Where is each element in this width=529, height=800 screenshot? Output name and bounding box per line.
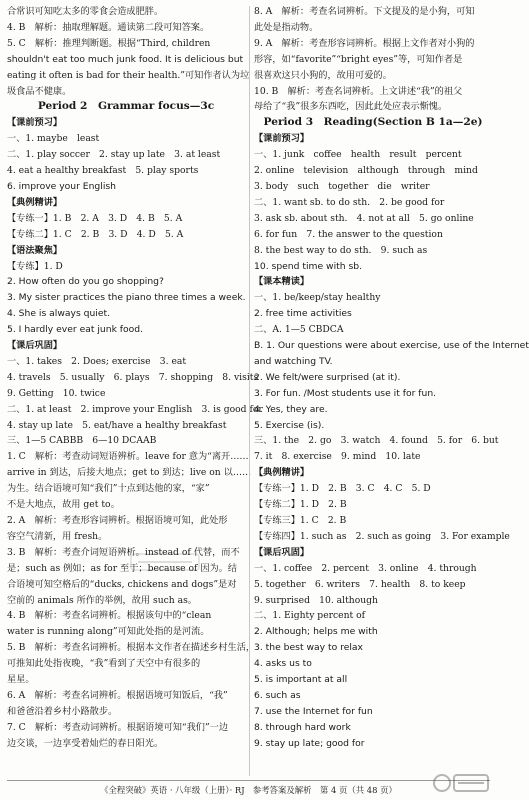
left-column-line: 【课后巩固】 bbox=[7, 340, 63, 352]
left-column-line: 【专练一】1. B 2. A 3. D 4. B 5. A bbox=[7, 212, 183, 224]
right-column-line: 【专练四】1. such as 2. such as going 3. For example bbox=[254, 530, 510, 542]
left-column-line: 5. I hardly ever eat junk food. bbox=[7, 324, 144, 336]
right-column-line: 3. ask sb. about sth. 4. not at all 5. go online bbox=[254, 212, 474, 224]
right-column-line: 三、1. the 2. go 3. watch 4. found 5. for 6. but bbox=[254, 435, 499, 447]
right-column-line: 一、1. coffee 2. percent 3. online 4. through bbox=[254, 562, 477, 574]
left-column-line: eating it often is bad for their health.”可知作者认为垃 bbox=[7, 69, 250, 81]
right-column-line: 2. Although; helps me with bbox=[254, 626, 378, 638]
left-column-line: 【典例精讲】 bbox=[7, 196, 63, 208]
page-footer bbox=[7, 780, 490, 799]
left-column-line: 4. travels 5. usually 6. plays 7. shopping 8. visits bbox=[7, 371, 259, 383]
left-column-line: 7. C 解析：考查动词辨析。根据语境可知“我们”一边 bbox=[7, 721, 229, 733]
left-column-line: 5. C 解析：推理判断题。根据“Third, children bbox=[7, 37, 211, 49]
left-column-line: 6. improve your English bbox=[7, 180, 116, 192]
right-column-line: 6. such as bbox=[254, 689, 301, 701]
faint-stamp-icon bbox=[130, 553, 200, 571]
left-column-line: shouldn't eat too much junk food. It is delicious but bbox=[7, 53, 244, 65]
right-column-line: 9. stay up late; good for bbox=[254, 737, 365, 749]
left-column-line: 2. How often do you go shopping? bbox=[7, 276, 164, 288]
right-column-line: Period 3 Reading(Section B 1a—2e) bbox=[263, 116, 483, 129]
left-column-line: 空前的 animals 所作的举例，故用 such as。 bbox=[7, 594, 197, 606]
right-column-line: 【典例精讲】 bbox=[254, 467, 310, 479]
left-column-line: 一、1. maybe least bbox=[7, 133, 100, 145]
mxqe-watermark-icon bbox=[432, 768, 492, 798]
left-column-line: 边交谈，一边享受着灿烂的春日阳光。 bbox=[7, 737, 164, 749]
left-column-line: 合常识可知吃太多的零食会造成肥胖。 bbox=[7, 6, 164, 17]
left-column-line: 可推知此处指夜晚，“我”看到了天空中有很多的 bbox=[7, 658, 201, 670]
left-column-line: 二、1. play soccer 2. stay up late 3. at least bbox=[7, 149, 221, 161]
right-column-line: 一、1. junk coffee health result percent bbox=[254, 149, 462, 161]
right-column-line: 3. the best way to relax bbox=[254, 642, 363, 654]
left-column-line: 5. B 解析：考查名词辨析。根据本文作者在描述乡村生活， bbox=[7, 642, 256, 654]
left-column bbox=[7, 4, 263, 752]
left-column-line: 合语境可知空格后的“ducks, chickens and dogs”是对 bbox=[7, 578, 237, 590]
right-column-line: 7. it 8. exercise 9. mind 10. late bbox=[254, 451, 421, 463]
right-column-line: 5. together 6. writers 7. health 8. to keep bbox=[254, 578, 466, 590]
footer-text: 《全程突破》英语 · 八年级（上册）· RJ 参考答案及解析 第 4 页（共 48 页） bbox=[100, 785, 397, 795]
right-column-line: 8. through hard work bbox=[254, 721, 351, 733]
right-column-line: 5. Exercise (is). bbox=[254, 419, 325, 431]
right-column-line: 8. A 解析：考查名词辨析。下文提及的是小狗，可知 bbox=[254, 6, 475, 17]
right-column-line: 3. For fun. /Most students use it for fun. bbox=[254, 387, 437, 399]
right-column-line: 【专练二】1. D 2. B bbox=[254, 499, 347, 511]
left-column-line: 6. A 解析：考查名词辨析。根据语境可知饭后，“我” bbox=[7, 689, 228, 701]
right-column-line: 2. online television although through mind bbox=[254, 165, 478, 177]
right-column-line: 此处是指动物。 bbox=[254, 21, 319, 33]
right-column-line: 3. body such together die writer bbox=[254, 180, 430, 192]
right-column-line: 二、1. Eighty percent of bbox=[254, 610, 366, 622]
left-column-line: 3. My sister practices the piano three times a week. bbox=[7, 292, 246, 304]
right-column-line: 9. A 解析：考查形容词辨析。根据上文作者对小狗的 bbox=[254, 37, 475, 49]
left-column-line: 1. C 解析：考查动词短语辨析。leave for 意为“离开…… bbox=[7, 451, 249, 463]
left-column-line: 【专练二】1. C 2. B 3. D 4. D 5. A bbox=[7, 228, 184, 240]
left-column-line: 4. B 解析：考查名词辨析。根据该句中的“clean bbox=[7, 610, 212, 622]
right-column-line: 4. asks us to bbox=[254, 658, 312, 670]
right-column-line: 8. the best way to do sth. 9. such as bbox=[254, 244, 428, 256]
right-column-line: 【专练三】1. C 2. B bbox=[254, 515, 347, 526]
left-column-line: water is running along”可知此处指的是河流。 bbox=[7, 626, 210, 638]
left-column-line: 【语法聚焦】 bbox=[7, 244, 63, 256]
left-column-line: 4. B 解析：抽取理解题。通读第二段可知答案。 bbox=[7, 21, 210, 33]
left-column-line: 圾食品不健康。 bbox=[7, 85, 72, 97]
left-column-line: 【课前预习】 bbox=[7, 117, 63, 129]
left-column-line: 星星。 bbox=[7, 674, 35, 686]
left-column-line: 不是大地点，故用 get to。 bbox=[7, 499, 120, 511]
left-column-line: 9. Getting 10. twice bbox=[7, 387, 106, 399]
right-column-line: 2. We felt/were surprised (at it). bbox=[254, 371, 401, 383]
left-column-line: 容空气清新，用 fresh。 bbox=[7, 530, 108, 542]
right-column-line: 二、A. 1—5 CBDCA bbox=[254, 324, 344, 336]
left-column-line: 和爸爸沿着乡村小路散步。 bbox=[7, 705, 118, 717]
right-column-line: and watching TV. bbox=[254, 355, 333, 367]
right-column-line: B. 1. Our questions were about exercise, use of the Internet bbox=[254, 340, 529, 352]
left-column-line: arrive in 到达，后接大地点；get to 到达；live on 以…… bbox=[7, 467, 252, 479]
right-column bbox=[254, 4, 529, 752]
right-column-line: 母给了“我”很多东西吃，因此此处应表示惭愧。 bbox=[254, 101, 448, 113]
right-column-line: 7. use the Internet for fun bbox=[254, 705, 373, 717]
right-column-line: 4. Yes, they are. bbox=[254, 403, 328, 415]
right-column-line: 很喜欢这只小狗的，故用可爱的。 bbox=[254, 69, 392, 81]
left-column-line: Period 2 Grammar focus—3c bbox=[37, 100, 215, 113]
right-column-line: 2. free time activities bbox=[254, 308, 352, 320]
right-column-line: 【课前预习】 bbox=[254, 133, 310, 145]
left-column-line: 4. She is always quiet. bbox=[7, 308, 111, 320]
right-column-line: 【专练一】1. D 2. B 3. C 4. C 5. D bbox=[254, 483, 431, 495]
left-column-line: 2. A 解析：考查形容词辨析。根据语境可知，此处形 bbox=[7, 515, 228, 526]
left-column-line: 二、1. at least 2. improve your English 3. is good for bbox=[7, 403, 263, 415]
left-column-line: 三、1—5 CABBB 6—10 DCAAB bbox=[7, 435, 157, 447]
right-column-line: 6. for fun 7. the answer to the question bbox=[254, 228, 443, 240]
left-column-line: 3. B 解析：考查介词短语辨析。instead of 代替，而不 bbox=[7, 546, 240, 558]
left-column-line: 4. stay up late 5. eat/have a healthy breakfast bbox=[7, 419, 227, 431]
right-column-line: 二、1. want sb. to do sth. 2. be good for bbox=[254, 196, 445, 208]
left-column-line: 为生。结合语境可知“我们”十点到达他的家，“家” bbox=[7, 483, 210, 495]
right-column-line: 【课本精读】 bbox=[254, 276, 310, 288]
right-column-line: 10. B 解析：考查名词辨析。上文讲述“我”的祖父 bbox=[254, 85, 463, 97]
right-column-line: 【课后巩固】 bbox=[254, 546, 310, 558]
left-column-line: 是；such as 例如；as for 至于；because of 因为。结 bbox=[7, 562, 238, 574]
right-column-line: 10. spend time with sb. bbox=[254, 260, 363, 272]
left-column-line: 一、1. takes 2. Does; exercise 3. eat bbox=[7, 355, 187, 367]
left-column-line: 4. eat a healthy breakfast 5. play sports bbox=[7, 165, 199, 177]
right-column-line: 9. surprised 10. although bbox=[254, 594, 378, 606]
right-column-line: 5. is important at all bbox=[254, 674, 348, 686]
column-divider bbox=[249, 6, 250, 776]
left-column-line: 【专练】1. D bbox=[7, 260, 63, 272]
right-column-line: 一、1. be/keep/stay healthy bbox=[254, 292, 381, 304]
right-column-line: 形容，如“favorite”“bright eyes”等，可知作者是 bbox=[254, 53, 463, 65]
